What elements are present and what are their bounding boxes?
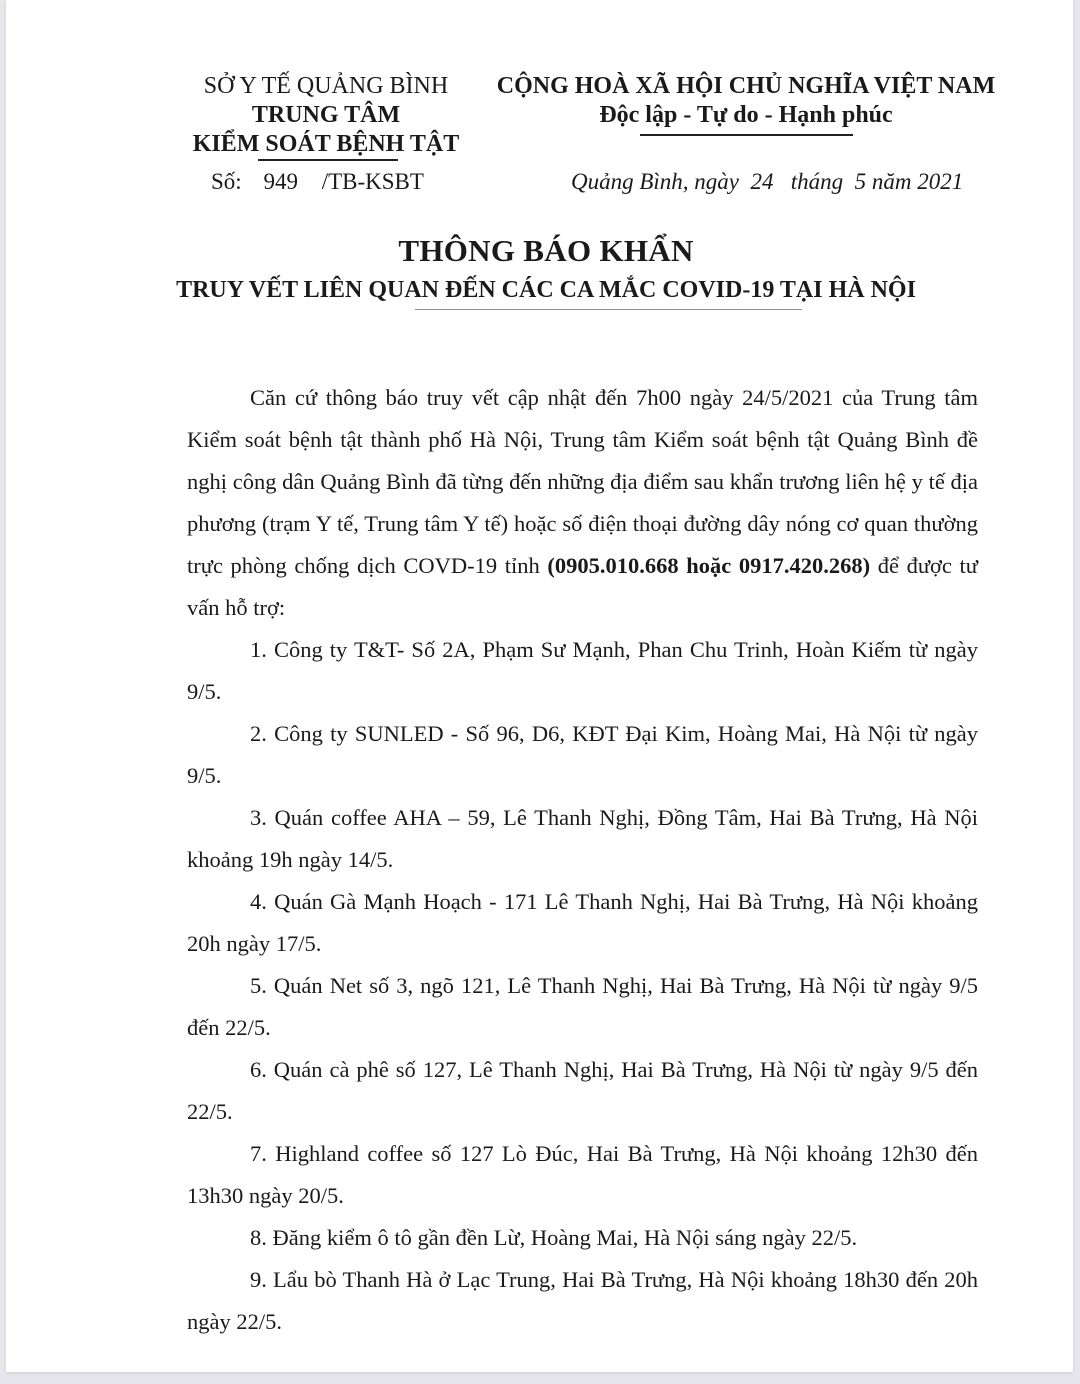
country-name: CỘNG HOÀ XÃ HỘI CHỦ NGHĨA VIỆT NAM [496,73,996,99]
notice-body [187,377,978,1343]
intro-paragraph: Căn cứ thông báo truy vết cập nhật đến 7h00 ngày 24/5/2021 của Trung tâm Kiểm soát bệnh tật thành phố Hà Nội, Trung tâm Kiểm soát bệnh tật Quảng Bình đề nghị công dân Quảng Bình đã từng đến những địa điểm sau khẩn trương liên hệ y tế địa phương (trạm Y tế, Trung tâm Y tế) hoặc số điện thoại đường dây nóng cơ quan thường trực phòng chống dịch COVD-19 tỉnh (0905.010.668 hoặc 0917.420.268) để được tư vấn hỗ trợ: [187,385,978,620]
location-item: 7. Highland coffee số 127 Lò Đúc, Hai Bà Trưng, Hà Nội khoảng 12h30 đến 13h30 ngày 20/5. [187,1141,978,1208]
motto-underline [640,134,853,136]
location-item: 1. Công ty T&T- Số 2A, Phạm Sư Mạnh, Phan Chu Trinh, Hoàn Kiếm từ ngày 9/5. [187,637,978,704]
location-item: 5. Quán Net số 3, ngõ 121, Lê Thanh Nghị, Hai Bà Trưng, Hà Nội từ ngày 9/5 đến 22/5. [187,973,978,1040]
notice-subtitle: TRUY VẾT LIÊN QUAN ĐẾN CÁC CA MẮC COVID-19 TẠI HÀ NỘI [176,277,916,303]
national-motto: Độc lập - Tự do - Hạnh phúc [599,102,893,128]
location-item: 2. Công ty SUNLED - Số 96, D6, KĐT Đại Kim, Hoàng Mai, Hà Nội từ ngày 9/5. [187,721,978,788]
location-item: 8. Đăng kiểm ô tô gần đền Lừ, Hoàng Mai, Hà Nội sáng ngày 22/5. [250,1225,858,1250]
national-heading [476,72,1016,130]
location-item: 6. Quán cà phê số 127, Lê Thanh Nghị, Hai Bà Trưng, Hà Nội từ ngày 9/5 đến 22/5. [187,1057,978,1124]
place-and-date: Quảng Bình, ngày 24 tháng 5 năm 2021 [571,169,964,194]
agency-underline [258,159,398,161]
location-item: 3. Quán coffee AHA – 59, Lê Thanh Nghị, Đồng Tâm, Hai Bà Trưng, Hà Nội khoảng 19h ngày 14/5. [187,805,978,872]
location-item: 9. Lẩu bò Thanh Hà ở Lạc Trung, Hai Bà Trưng, Hà Nội khoảng 18h30 đến 20h ngày 22/5. [187,1267,978,1334]
parent-agency: SỞ Y TẾ QUẢNG BÌNH [203,73,449,99]
hotline-numbers: (0905.010.668 hoặc 0917.420.268) [547,553,871,578]
notice-title: THÔNG BÁO KHẨN [398,233,694,268]
document-number: Số: 949 /TB-KSBT [211,169,424,194]
agency-name-line2: KIỂM SOÁT BỆNH TẬT [192,131,460,157]
title-underline [415,309,802,310]
agency-name-line1: TRUNG TÂM [251,102,401,128]
document-page [6,0,1073,1372]
location-item: 4. Quán Gà Mạnh Hoạch - 171 Lê Thanh Nghị, Hai Bà Trưng, Hà Nội khoảng 20h ngày 17/5. [187,889,978,956]
issuing-agency-block [178,72,474,159]
